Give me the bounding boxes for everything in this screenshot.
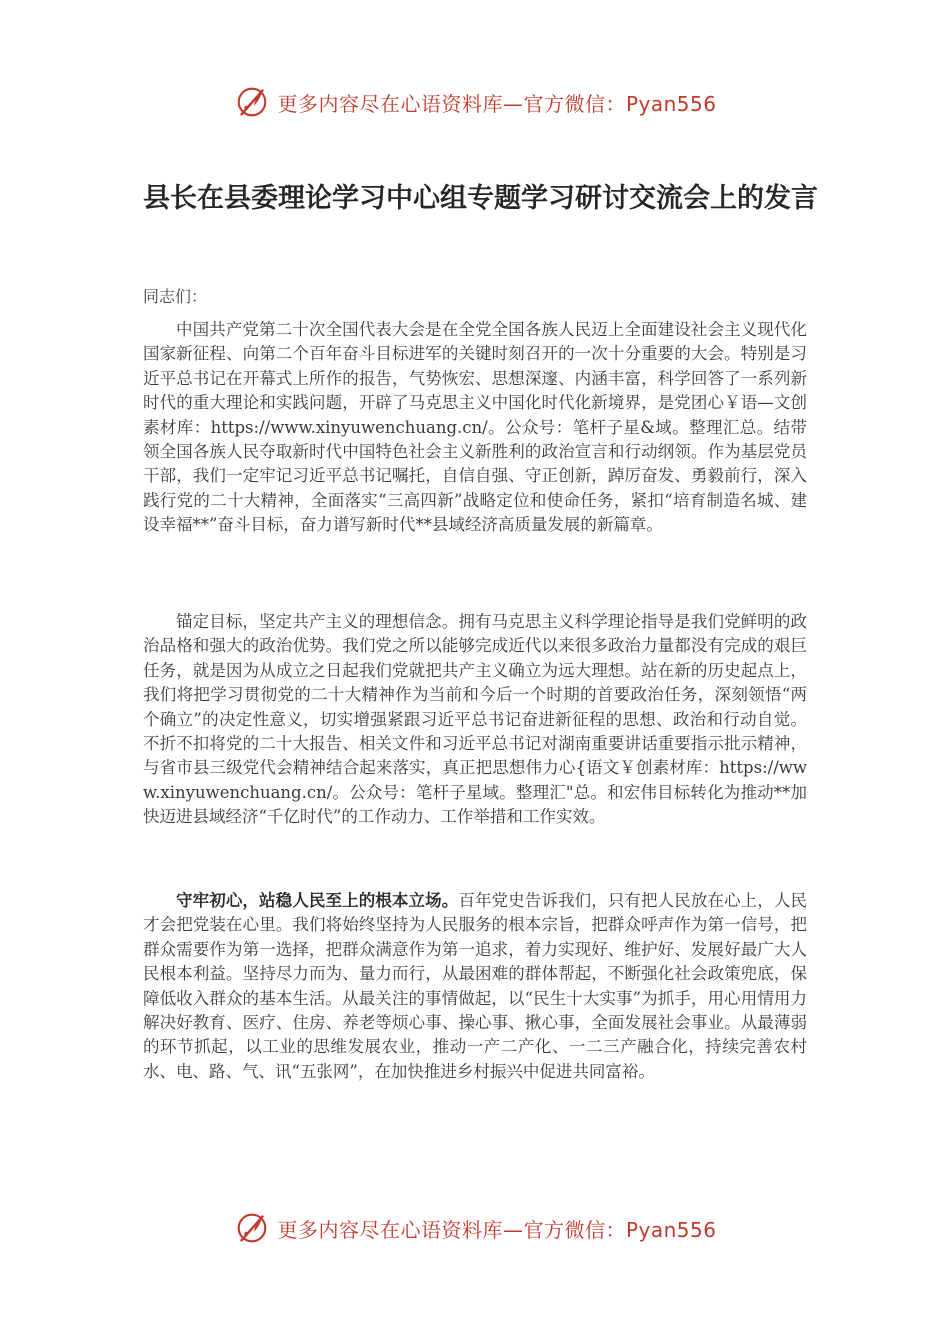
paragraph-2-text: 锚定目标，坚定共产主义的理想信念。拥有马克思主义科学理论指导是我们党鲜明的政治品格和强大的政治优势。我们党之所以能够完成近代以来很多政治力量都没有完成的艰巨任务，就是因为从成立之日起我们党就把共产主义确立为远大理想。站在新的历史起点上，我们将把学习贯彻党的二十大精神作为当前和今后一个时期的首要政治任务，深刻领悟“两个确立”的决定性意义，切实增强紧跟习近平总书记奋进新征程的思想、政治和行动自觉。不折不扣将党的二十大报告、相关文件和习近平总书记对湖南重要讲话重要指示批示精神，与省市县三级党代会精神结合起来落实，真正把思想伟力心{语文￥创素材库：https://www.xinyuwenchuang.cn/。公众号：笔杆子星域。整理汇"总。和宏伟目标转化为推动**加快迈进县域经济“千亿时代”的工作动力、工作举措和工作实效。 <box>143 612 807 827</box>
banner-site-text: 更多内容尽在心语资料库 <box>277 91 503 116</box>
banner-separator: — <box>502 1217 524 1242</box>
banner-wechat-text: 官方微信：Pyan556 <box>523 1217 717 1242</box>
document-title: 县长在县委理论学习中心组专题学习研讨交流会上的发言 <box>143 183 818 214</box>
header-banner <box>0 82 950 122</box>
banner-text <box>277 1214 716 1243</box>
paragraph-2 <box>143 610 807 830</box>
banner-site-text: 更多内容尽在心语资料库 <box>277 1217 503 1242</box>
paragraph-3 <box>143 889 807 1084</box>
paragraph-1 <box>143 318 807 538</box>
quill-logo-icon <box>233 1209 271 1247</box>
paragraph-3-lead: 守牢初心，站稳人民至上的根本立场。 <box>176 891 459 910</box>
paragraph-3-text: 百年党史告诉我们，只有把人民放在心上，人民才会把党装在心里。我们将始终坚持为人民服务的根本宗旨，把群众呼声作为第一信号，把群众需要作为第一选择，把群众满意作为第一追求，着力实现好、维护好、发展好最广大人民根本利益。坚持尽力而为、量力而行，从最困难的群体帮起，不断强化社会政策兜底，保障低收入群众的基本生活。从最关注的事情做起，以“民生十大实事”为抓手，用心用情用力解决好教育、医疗、住房、养老等烦心事、操心事、揪心事，全面发展社会事业。从最薄弱的环节抓起，以工业的思维发展农业，推动一产二产化、一二三产融合化，持续完善农村水、电、路、气、讯“五张网”，在加快推进乡村振兴中促进共同富裕。 <box>143 891 808 1081</box>
quill-logo-icon <box>233 83 271 121</box>
salutation: 同志们： <box>143 287 208 306</box>
paragraph-1-text: 中国共产党第二十次全国代表大会是在全党全国各族人民迈上全面建设社会主义现代化国家新征程、向第二个百年奋斗目标进军的关键时刻召开的一次十分重要的大会。特别是习近平总书记在开幕式上所作的报告，气势恢宏、思想深邃、内涵丰富，科学回答了一系列新时代的重大理论和实践问题，开辟了马克思主义中国化时代化新境界，是党团心￥语—文创素材库：https://www.xinyuwenchuang.cn/。公众号：笔杆子星&域。整理汇总。结带领全国各族人民夺取新时代中国特色社会主义新胜利的政治宣言和行动纲领。作为基层党员干部，我们一定牢记习近平总书记嘱托，自信自强、守正创新，踔厉奋发、勇毅前行，深入践行党的二十大精神，全面落实“三高四新”战略定位和使命任务，紧扣“培育制造名城、建设幸福**”奋斗目标，奋力谱写新时代**县域经济高质量发展的新篇章。 <box>143 320 807 535</box>
banner-text <box>277 88 716 117</box>
footer-banner <box>0 1208 950 1248</box>
banner-separator: — <box>502 91 524 116</box>
banner-wechat-text: 官方微信：Pyan556 <box>523 91 717 116</box>
